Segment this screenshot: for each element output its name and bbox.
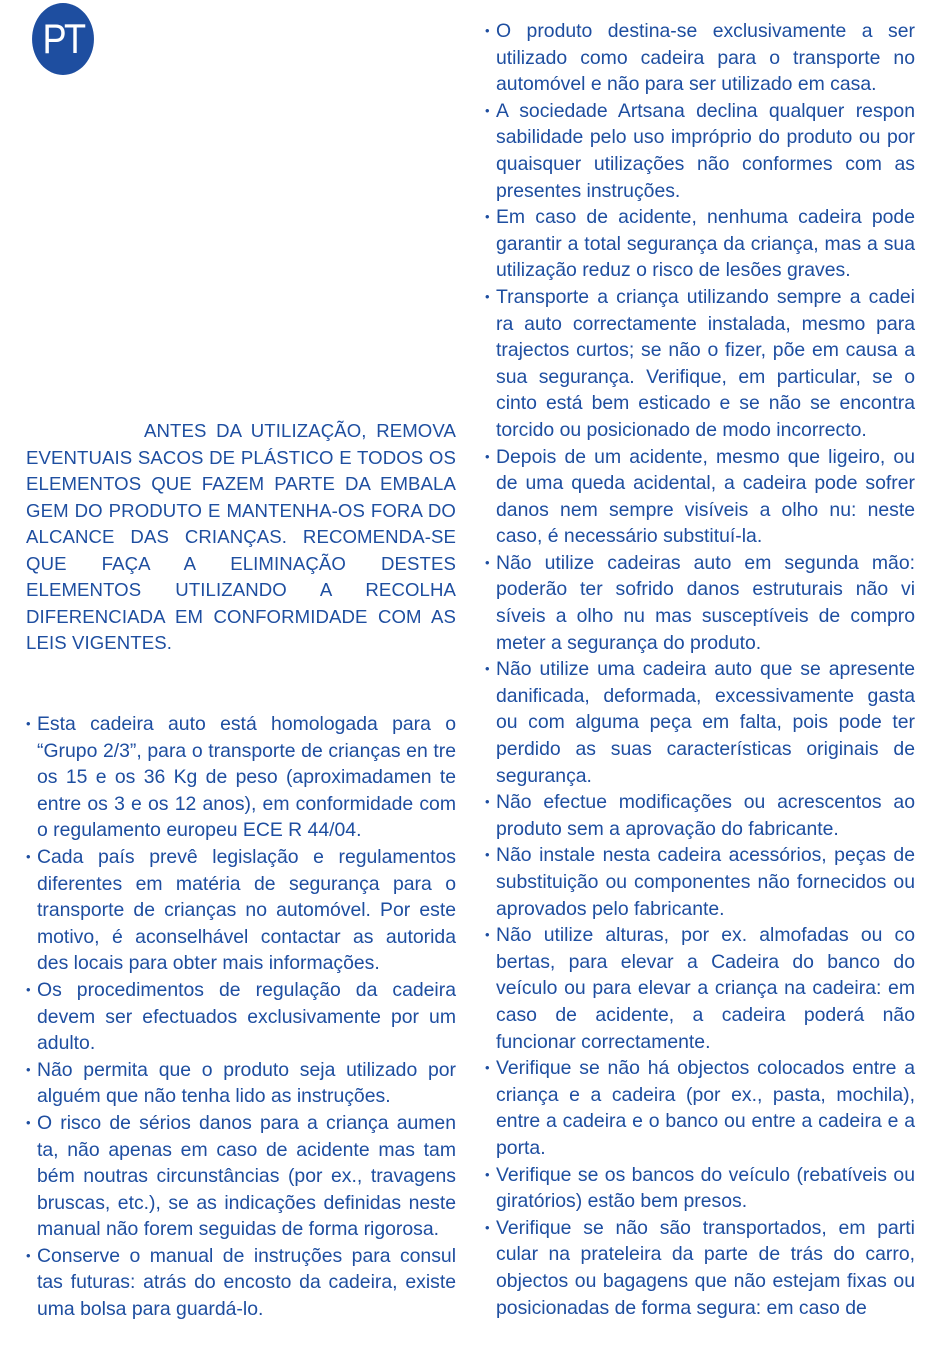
list-item: • Os procedimentos de regulação da cadeira devem ser efectuados exclusivamente por um adulto. (26, 977, 456, 1057)
list-item: • A sociedade Artsana declina qualquer respon sabilidade pelo uso impróprio do produto ou por quaisquer utilizações não conformes com as presentes instruções. (485, 98, 915, 204)
list-item: • Verifique se não são transportados, em parti cular na prateleira da parte de trás do carro, objectos ou bagagens que não estejam fixas ou posicionadas de forma segura: em caso de (485, 1215, 915, 1321)
right-column-list (485, 18, 915, 1321)
left-column-list (26, 711, 456, 1323)
list-item: • Não permita que o produto seja utilizado por alguém que não tenha lido as instruções. (26, 1057, 456, 1110)
packaging-warning: ANTES DA UTILIZAÇÃO, REMOVA EVENTUAIS SACOS DE PLÁSTICO E TODOS OS ELEMENTOS QUE FAZEM PARTE DA EMBALA GEM DO PRODUTO E MANTENHA-OS FORA DO ALCANCE DAS CRIANÇAS. RECOMENDA-SE QUE FAÇA A ELIMINAÇÃO DESTES ELEMENTOS UTILIZANDO A RECOLHA DIFERENCIADA EM CONFORMIDADE COM AS LEIS VIGENTES. (26, 420, 456, 653)
list-item: • Verifique se não há objectos colocados entre a criança e a cadeira (por ex., pasta, mochila), entre a cadeira e o banco ou entre a cadeira e a porta. (485, 1055, 915, 1161)
language-badge (32, 3, 94, 75)
list-item: • Depois de um acidente, mesmo que ligeiro, ou de uma queda acidental, a cadeira pode sofrer danos nem sempre visíveis a olho nu: neste caso, é necessário substituí-la. (485, 444, 915, 550)
list-item: • Não utilize uma cadeira auto que se apresente danificada, deformada, excessivamente gasta ou com alguma peça em falta, pois pode ter perdido as suas características originais de segurança. (485, 656, 915, 789)
list-item: • Esta cadeira auto está homologada para o “Grupo 2/3”, para o transporte de crianças en tre os 15 e os 36 Kg de peso (aproximadamen te entre os 3 e os 12 anos), em conformidade com o regulamento europeu ECE R 44/04. (26, 711, 456, 844)
list-item: • Cada país prevê legislação e regulamentos diferentes em matéria de segurança para o transporte de crianças no automóvel. Por este motivo, é aconselhável contactar as autorida des locais para obter mais informações. (26, 844, 456, 977)
list-item: • Não utilize alturas, por ex. almofadas ou co bertas, para elevar a Cadeira do banco do veículo ou para elevar a criança na cadeira: em caso de acidente, a cadeira poderá não funcionar correctamente. (485, 922, 915, 1055)
language-code: PT (42, 15, 84, 62)
list-item: • Verifique se os bancos do veículo (rebatíveis ou giratórios) estão bem presos. (485, 1162, 915, 1215)
list-item: • Não utilize cadeiras auto em segunda mão: poderão ter sofrido danos estruturais não vi síveis a olho nu mas susceptíveis de compro meter a segurança do produto. (485, 550, 915, 656)
list-item: • Em caso de acidente, nenhuma cadeira pode garantir a total segurança da criança, mas a sua utilização reduz o risco de lesões graves. (485, 204, 915, 284)
list-item: • O produto destina-se exclusivamente a ser utilizado como cadeira para o transporte no automóvel e não para ser utilizado em casa. (485, 18, 915, 98)
list-item: • Conserve o manual de instruções para consul tas futuras: atrás do encosto da cadeira, existe uma bolsa para guardá-lo. (26, 1243, 456, 1323)
list-item: • Transporte a criança utilizando sempre a cadei ra auto correctamente instalada, mesmo para trajectos curtos; se não o fizer, põe em causa a sua segurança. Verifique, em particular, se o cinto está bem esticado e se não se encontra torcido ou posicionado de modo incorrecto. (485, 284, 915, 444)
list-item: • Não efectue modificações ou acrescentos ao produto sem a aprovação do fabricante. (485, 789, 915, 842)
list-item: • Não instale nesta cadeira acessórios, peças de substituição ou componentes não fornecidos ou aprovados pelo fabricante. (485, 842, 915, 922)
list-item: • O risco de sérios danos para a criança aumen ta, não apenas em caso de acidente mas tam bém noutras circunstâncias (por ex., travagens bruscas, etc.), se as indicações definidas neste manual não forem seguidas de forma rigorosa. (26, 1110, 456, 1243)
